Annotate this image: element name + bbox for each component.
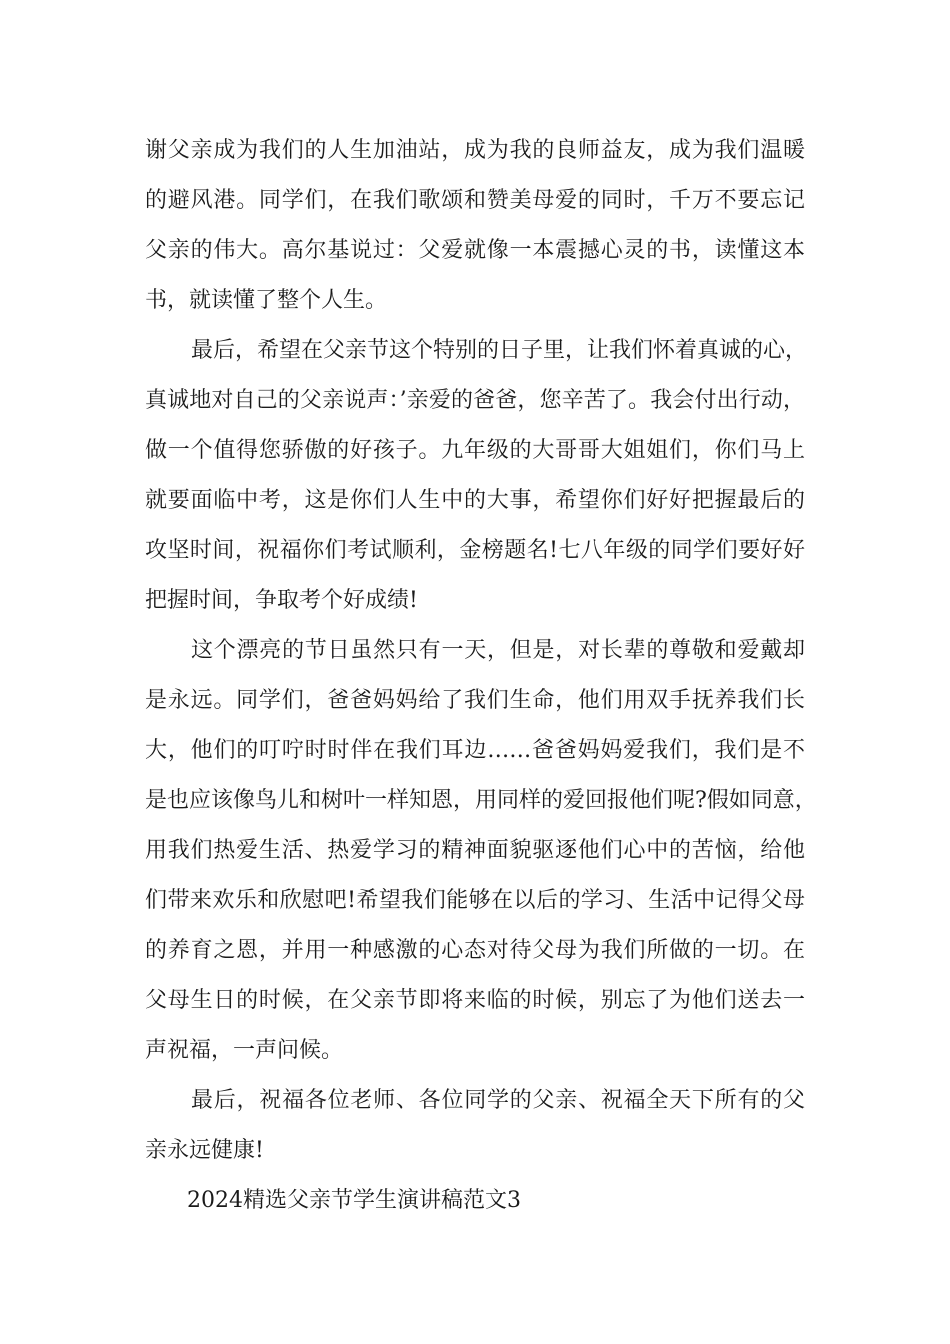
paragraph-line: 的养育之恩，并用一种感激的心态对待父母为我们所做的一切。在	[145, 938, 805, 963]
paragraph-line: 的避风港。同学们，在我们歌颂和赞美母爱的同时，千万不要忘记	[145, 188, 805, 213]
paragraph-line: 做一个值得您骄傲的好孩子。九年级的大哥哥大姐姐们，你们马上	[145, 438, 805, 463]
paragraph-line: 是也应该像鸟儿和树叶一样知恩，用同样的爱回报他们呢?假如同意，	[145, 788, 817, 813]
paragraph-line: 就要面临中考，这是你们人生中的大事，希望你们好好把握最后的	[145, 488, 805, 513]
paragraph-line: 谢父亲成为我们的人生加油站，成为我的良师益友，成为我们温暖	[145, 138, 805, 163]
section-heading: 2024精选父亲节学生演讲稿范文3	[187, 1188, 521, 1213]
paragraph-line: 是永远。同学们，爸爸妈妈给了我们生命，他们用双手抚养我们长	[145, 688, 805, 713]
paragraph-line: 把握时间，争取考个好成绩!	[145, 588, 418, 613]
paragraph-line: 亲永远健康!	[145, 1138, 264, 1163]
paragraph-line: 们带来欢乐和欣慰吧!希望我们能够在以后的学习、生活中记得父母	[145, 888, 805, 913]
paragraph-line: 用我们热爱生活、热爱学习的精神面貌驱逐他们心中的苦恼，给他	[145, 838, 805, 863]
paragraph-line: 真诚地对自己的父亲说声：’亲爱的爸爸，您辛苦了。我会付出行动，	[145, 388, 805, 413]
paragraph-line: 父亲的伟大。高尔基说过：父爱就像一本震撼心灵的书，读懂这本	[145, 238, 805, 263]
paragraph-line: 这个漂亮的节日虽然只有一天，但是，对长辈的尊敬和爱戴却	[191, 638, 805, 663]
paragraph-line: 大，他们的叮咛时时伴在我们耳边……爸爸妈妈爱我们，我们是不	[145, 738, 805, 763]
paragraph-line: 声祝福，一声问候。	[145, 1038, 344, 1063]
paragraph-line: 最后，祝福各位老师、各位同学的父亲、祝福全天下所有的父	[191, 1088, 805, 1113]
paragraph-line: 最后，希望在父亲节这个特别的日子里，让我们怀着真诚的心，	[191, 338, 808, 363]
paragraph-line: 书，就读懂了整个人生。	[145, 288, 388, 313]
paragraph-line: 攻坚时间，祝福你们考试顺利，金榜题名!七八年级的同学们要好好	[145, 538, 805, 563]
paragraph-line: 父母生日的时候，在父亲节即将来临的时候，别忘了为他们送去一	[145, 988, 805, 1013]
